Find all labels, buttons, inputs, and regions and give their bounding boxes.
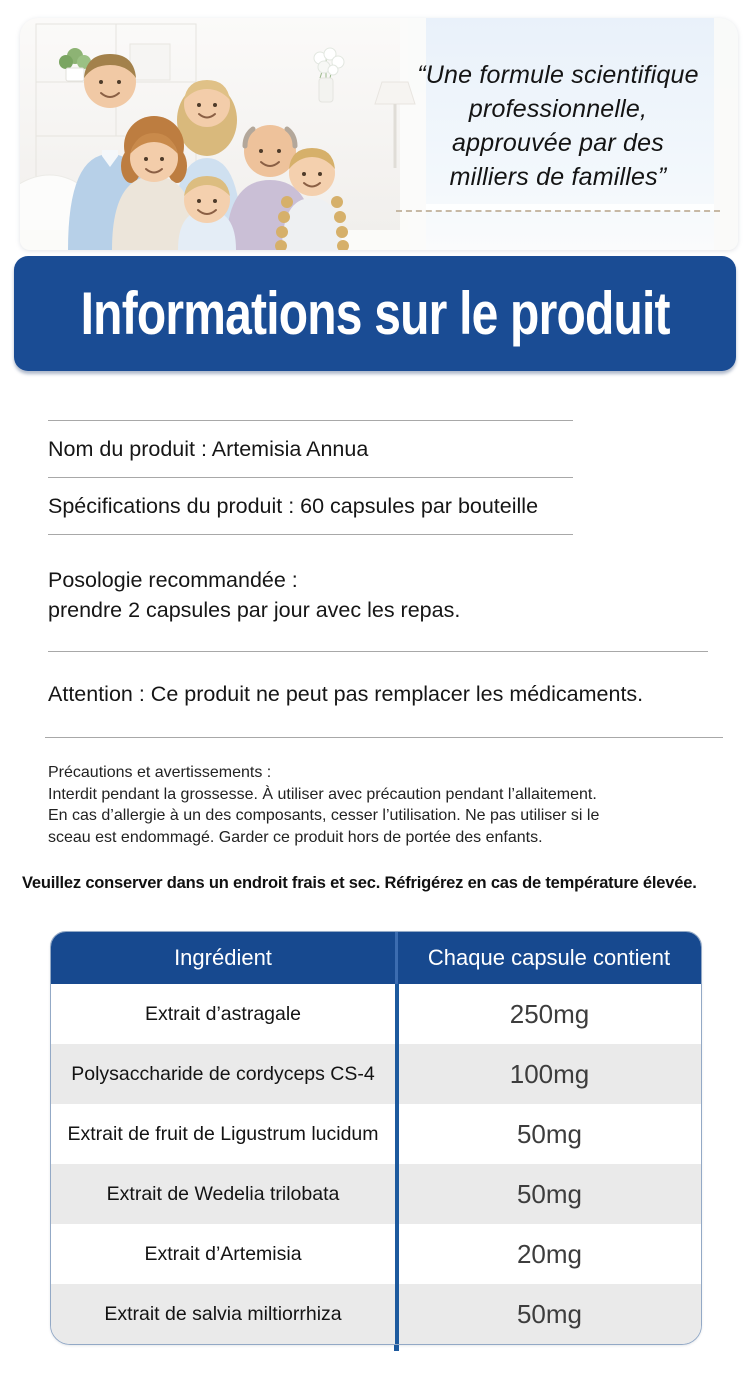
precautions-block bbox=[48, 762, 750, 848]
dosage-line: Posologie recommandée : bbox=[48, 568, 298, 592]
ingredient-cell: Extrait d’astragale bbox=[144, 1002, 302, 1025]
table-row bbox=[51, 1284, 701, 1344]
amount-cell: 50mg bbox=[395, 1104, 700, 1164]
attention-text: Attention : Ce produit ne peut pas remplacer les médicaments. bbox=[48, 682, 644, 706]
product-info-page bbox=[0, 18, 750, 1380]
header-ingredient: Ingrédient bbox=[174, 945, 272, 970]
family-photo bbox=[20, 18, 738, 250]
quote-line: “Une formule scientifique bbox=[417, 61, 699, 89]
table-row bbox=[51, 1044, 701, 1104]
header-amount: Chaque capsule contient bbox=[395, 932, 700, 984]
precautions-line: sceau est endommagé. Garder ce produit hors de portée des enfants. bbox=[48, 828, 543, 846]
table-row bbox=[51, 1104, 701, 1164]
page-title: Informations sur le produit bbox=[80, 280, 670, 347]
table-header-row bbox=[51, 932, 701, 984]
precautions-title: Précautions et avertissements : bbox=[48, 764, 272, 781]
table-row bbox=[51, 1164, 701, 1224]
divider bbox=[45, 737, 723, 738]
table-row bbox=[51, 984, 701, 1044]
divider bbox=[48, 651, 708, 652]
dosage-line: prendre 2 capsules par jour avec les repas. bbox=[48, 598, 461, 622]
specifications-text: Spécifications du produit : 60 capsules par bouteille bbox=[48, 494, 539, 518]
ingredient-cell: Extrait de Wedelia trilobata bbox=[106, 1182, 340, 1205]
table-row bbox=[51, 1224, 701, 1284]
amount-cell: 20mg bbox=[395, 1224, 700, 1284]
ingredient-cell: Extrait d’Artemisia bbox=[144, 1242, 302, 1265]
ingredient-cell: Extrait de fruit de Ligustrum lucidum bbox=[67, 1122, 379, 1145]
dashed-divider bbox=[396, 210, 720, 212]
quote-block bbox=[392, 58, 724, 212]
divider bbox=[48, 534, 573, 535]
divider bbox=[48, 420, 573, 421]
ingredient-table bbox=[50, 931, 702, 1345]
quote-line: professionnelle, bbox=[468, 95, 648, 123]
ingredient-table-wrap bbox=[50, 931, 700, 1345]
quote-line: approuvée par des bbox=[452, 129, 664, 157]
precautions-line: Interdit pendant la grossesse. À utiliser avec précaution pendant l’allaitement. bbox=[48, 785, 597, 803]
divider bbox=[48, 477, 573, 478]
storage-text: Veuillez conserver dans un endroit frais et sec. Réfrigérez en cas de température élevée. bbox=[22, 874, 697, 892]
amount-cell: 250mg bbox=[395, 984, 700, 1044]
title-banner bbox=[14, 256, 736, 371]
column-divider-tail bbox=[394, 1345, 399, 1351]
product-name-text: Nom du produit : Artemisia Annua bbox=[48, 437, 369, 461]
ingredient-cell: Extrait de salvia miltiorrhiza bbox=[104, 1302, 342, 1325]
amount-cell: 100mg bbox=[395, 1044, 700, 1104]
quote-line: milliers de familles” bbox=[449, 163, 667, 191]
amount-cell: 50mg bbox=[395, 1164, 700, 1224]
ingredient-cell: Polysaccharide de cordyceps CS-4 bbox=[71, 1062, 375, 1085]
precautions-line: En cas d’allergie à un des composants, cesser l’utilisation. Ne pas utiliser si le bbox=[48, 807, 600, 824]
amount-cell: 50mg bbox=[395, 1284, 700, 1344]
dosage-text bbox=[48, 565, 750, 625]
product-info-section bbox=[0, 420, 750, 893]
